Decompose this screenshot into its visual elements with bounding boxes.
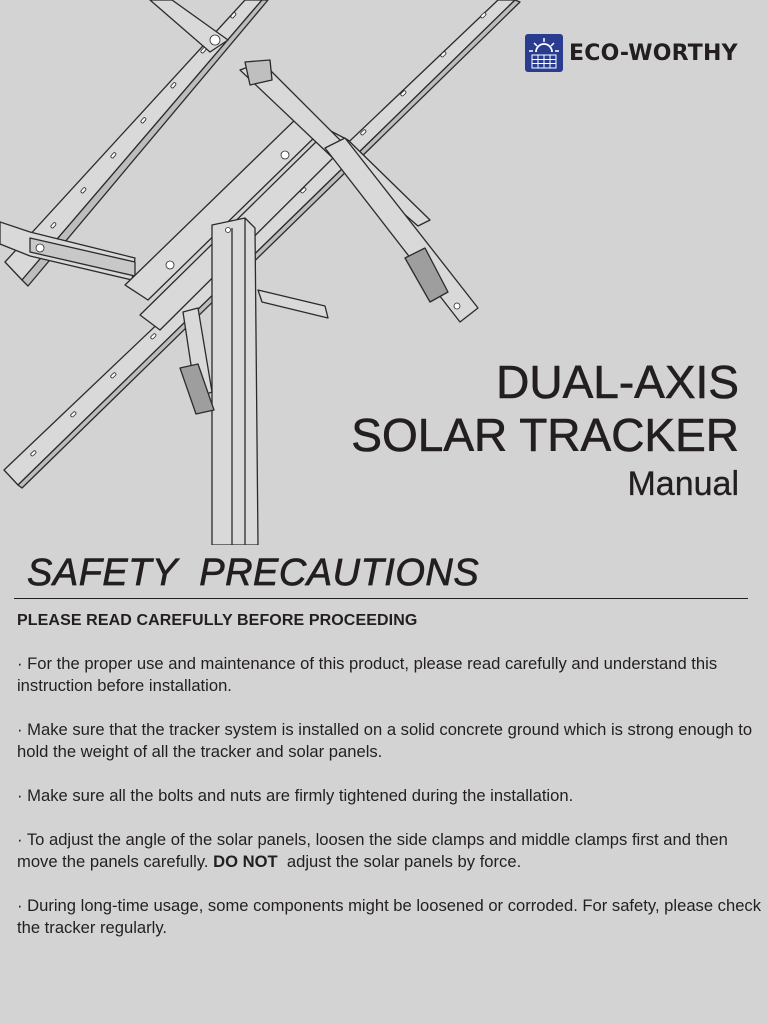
document-subtitle: Manual [627,465,739,503]
safety-item-4-text: · To adjust the angle of the solar panels, loosen the side clamps and middle clamps first and then move the panels carefully. [17,830,728,871]
title-line-1: DUAL-AXIS [496,356,739,408]
safety-item-1: · For the proper use and maintenance of this product, please read carefully and understand this instruction before installation. [17,654,718,695]
safety-item-4 [17,829,765,873]
safety-list [17,653,765,961]
title-line-2: SOLAR TRACKER [351,409,739,461]
divider [14,598,748,599]
section-subheading: PLEASE READ CAREFULLY BEFORE PROCEEDING [17,612,418,629]
section-heading: SAFETY PRECAUTIONS [27,552,480,594]
safety-item-5: · During long-time usage, some components might be loosened or corroded. For safety, please check the tracker regularly. [17,896,762,937]
actuator-lower [180,308,214,414]
safety-item-2: · Make sure that the tracker system is installed on a solid concrete ground which is strong enough to hold the weight of all the tracker and solar panels. [17,720,753,761]
do-not-emphasis: DO NOT [213,852,278,871]
brand-logo [525,34,738,72]
sun-over-solar-panel-icon [525,34,563,72]
post [212,218,258,545]
safety-item-3: · Make sure all the bolts and nuts are firmly tightened during the installation. [17,786,574,805]
document-title [351,356,739,503]
brand-name: ECO-WORTHY [569,40,738,66]
rail-right-stub [258,290,328,318]
safety-item-4-text-end: adjust the solar panels by force. [277,852,522,871]
